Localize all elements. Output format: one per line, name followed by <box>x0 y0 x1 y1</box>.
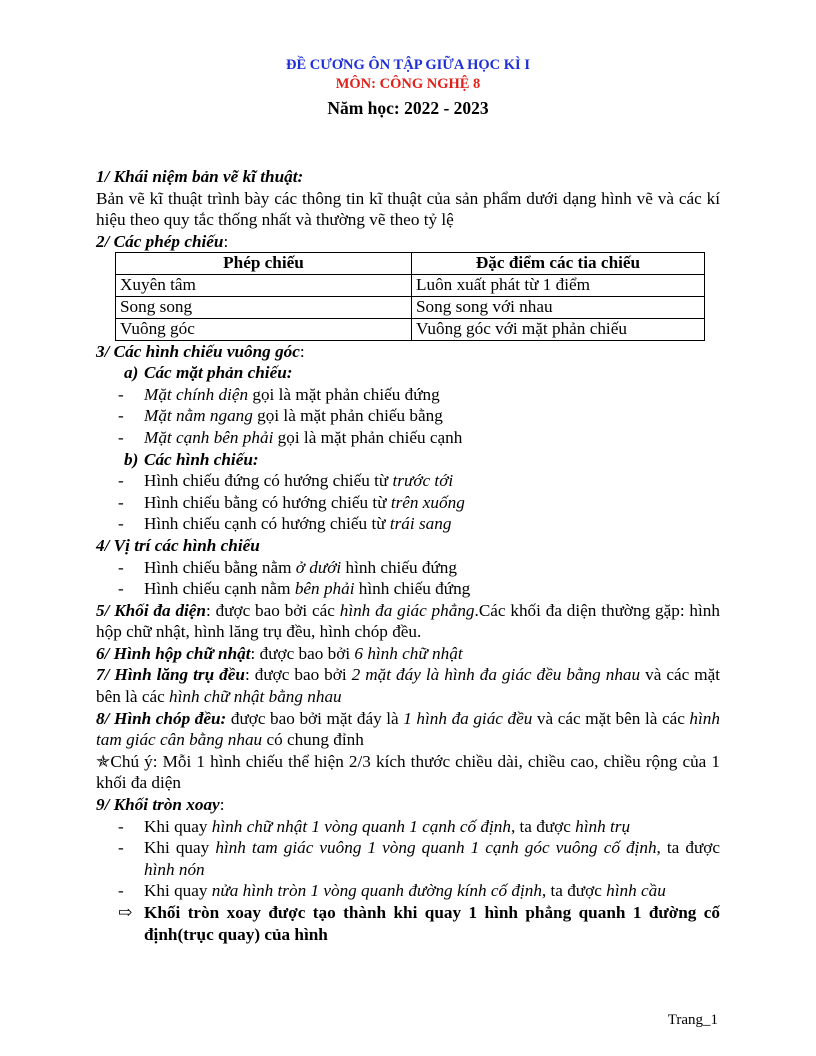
note: ✯Chú ý: Mỗi 1 hình chiếu thể hiện 2/3 kích thước chiều dài, chiều cao, chiều rộng của 1 khối đa diện <box>96 751 720 793</box>
list-item: - Khi quay hình chữ nhật 1 vòng quanh 1 cạnh cố định, ta được hình trụ <box>118 816 631 836</box>
list-item: - Khi quay nửa hình tròn 1 vòng quanh đường kính cố định, ta được hình cầu <box>118 881 666 901</box>
list-item: - Hình chiếu bằng nằm ở dưới hình chiếu đứng <box>118 557 457 577</box>
table-cell: Vuông góc với mặt phản chiếu <box>412 318 705 340</box>
table-row <box>116 318 705 340</box>
star-icon: ✯ <box>96 751 111 771</box>
document-page <box>96 56 720 945</box>
section-1-heading: 1/ Khái niệm bản vẽ kĩ thuật: <box>96 167 304 186</box>
section-4-heading: 4/ Vị trí các hình chiếu <box>96 535 260 555</box>
subsection-b-heading: b) Các hình chiếu: <box>124 449 259 469</box>
section-5: 5/ Khối đa diện: được bao bởi các hình đa giác phẳng.Các khối đa diện thường gặp: hình hộp chữ nhật, hình lăng trụ đều, hình chóp đều. <box>96 600 720 642</box>
table-header-row <box>116 253 705 275</box>
table-cell: Song song với nhau <box>412 296 705 318</box>
list-item: - Khi quay hình tam giác vuông 1 vòng quanh 1 cạnh góc vuông cố định, ta được hình nón <box>118 838 720 879</box>
table-header-cell: Phép chiếu <box>116 253 412 275</box>
list-item: - Hình chiếu cạnh có hướng chiếu từ trái sang <box>118 514 452 534</box>
table-row <box>116 296 705 318</box>
section-1-body: Bản vẽ kĩ thuật trình bày các thông tin kĩ thuật của sản phẩm dưới dạng hình vẽ và các kí hiệu theo quy tắc thống nhất và thường vẽ theo tỷ lệ <box>96 188 720 230</box>
table-cell: Xuyên tâm <box>116 275 412 297</box>
list-item: - Mặt nằm ngang gọi là mặt phản chiếu bằng <box>118 406 443 426</box>
projection-table <box>115 252 705 340</box>
table-cell: Song song <box>116 296 412 318</box>
document-title: ĐỀ CƯƠNG ÔN TẬP GIỮA HỌC KÌ I <box>286 57 530 73</box>
list-item: - Hình chiếu bằng có hướng chiếu từ trên xuống <box>118 492 465 512</box>
table-header-cell: Đặc điểm các tia chiếu <box>412 253 705 275</box>
section-8: 8/ Hình chóp đều: được bao bởi mặt đáy là 1 hình đa giác đều và các mặt bên là các hình tam giác cân bằng nhau có chung đỉnh <box>96 708 720 750</box>
table-cell: Luôn xuất phát từ 1 điểm <box>412 275 705 297</box>
section-9-heading: 9/ Khối tròn xoay: <box>96 795 225 815</box>
list-item: - Hình chiếu đứng có hướng chiếu từ trước tới <box>118 471 454 491</box>
school-year: Năm học: 2022 - 2023 <box>327 98 489 118</box>
arrow-right-icon: ⇨ <box>118 903 133 922</box>
conclusion: ⇨ Khối tròn xoay được tạo thành khi quay 1 hình phẳng quanh 1 đường cố định(trục quay) của hình <box>118 903 720 944</box>
list-item: - Mặt cạnh bên phải gọi là mặt phản chiếu cạnh <box>118 427 463 447</box>
page-number: Trang_1 <box>667 1012 718 1028</box>
list-item: - Hình chiếu cạnh nằm bên phải hình chiếu đứng <box>118 579 471 599</box>
subsection-a-heading: a) Các mặt phản chiếu: <box>124 363 293 383</box>
subject-title: MÔN: CÔNG NGHỆ 8 <box>335 76 481 92</box>
section-3-heading: 3/ Các hình chiếu vuông góc: <box>96 341 305 361</box>
table-row <box>116 275 705 297</box>
section-7: 7/ Hình lăng trụ đều: được bao bởi 2 mặt đáy là hình đa giác đều bằng nhau và các mặt bên là các hình chữ nhật bằng nhau <box>96 665 721 707</box>
section-6: 6/ Hình hộp chữ nhật: được bao bởi 6 hình chữ nhật <box>96 643 463 663</box>
list-item: - Mặt chính diện gọi là mặt phản chiếu đứng <box>118 384 440 404</box>
table-cell: Vuông góc <box>116 318 412 340</box>
section-2-heading: 2/ Các phép chiếu: <box>96 231 229 251</box>
